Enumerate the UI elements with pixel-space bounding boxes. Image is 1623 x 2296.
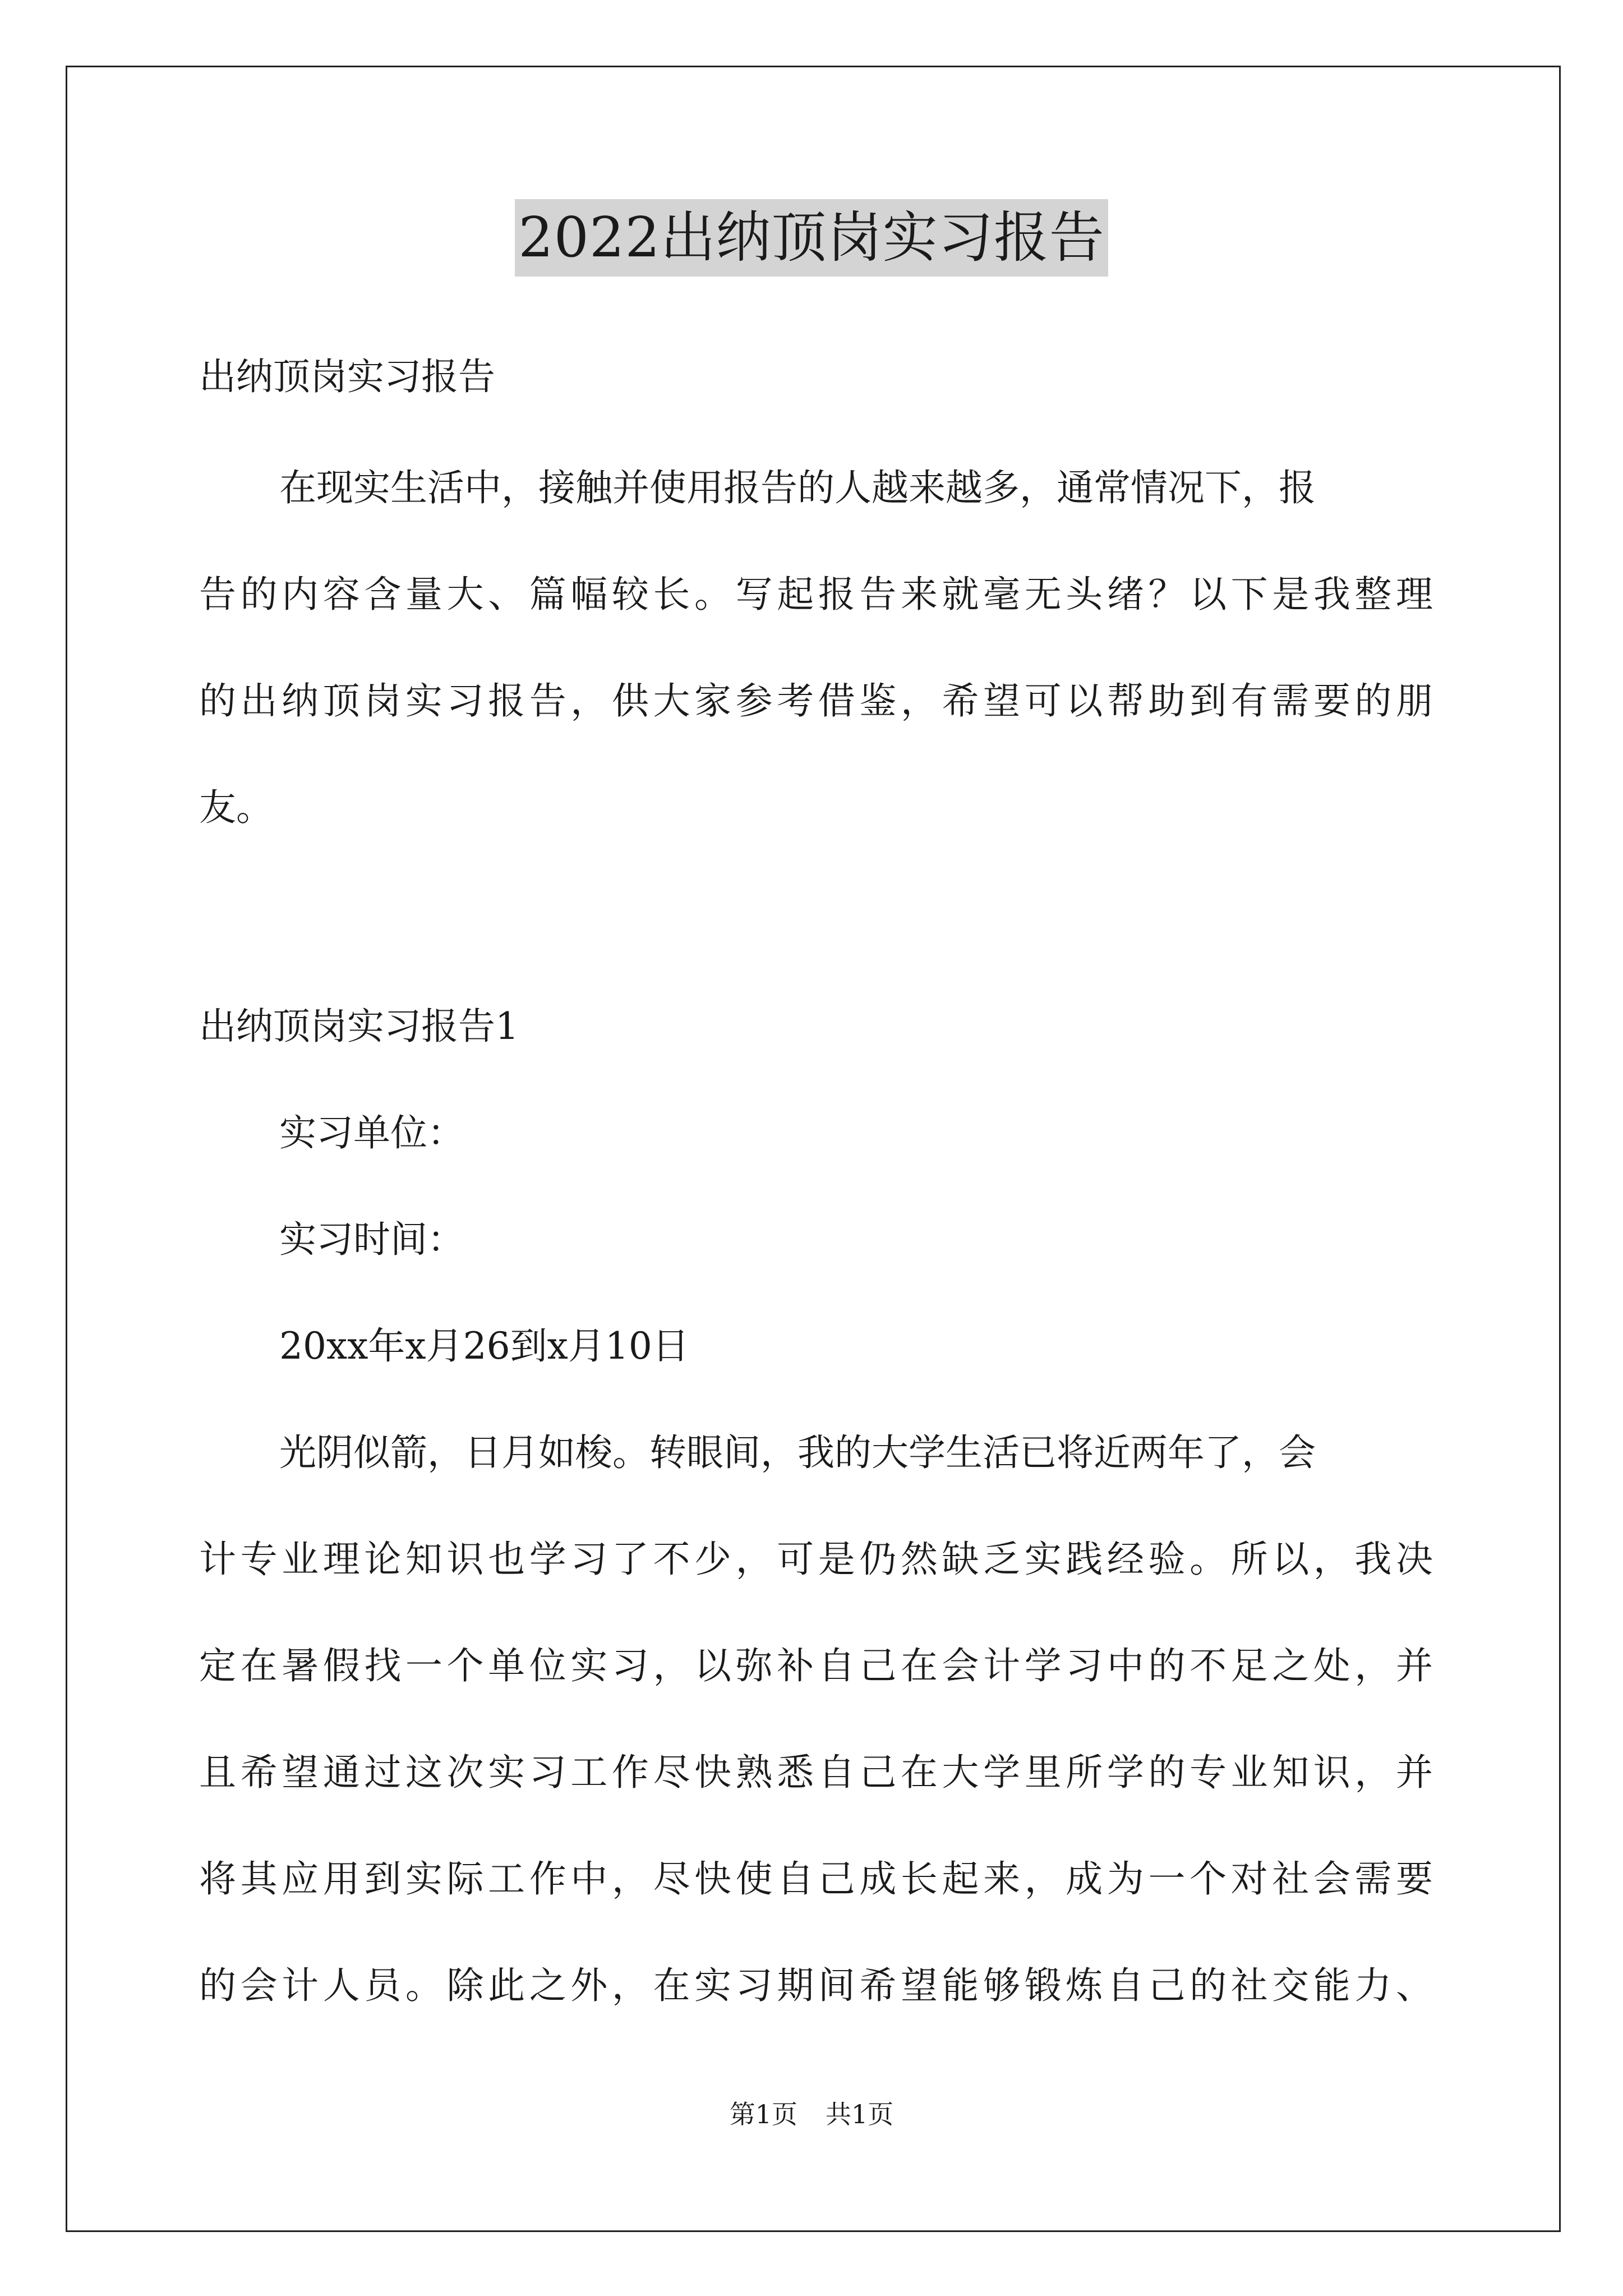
section-heading: 出纳顶岗实习报告 <box>199 355 495 398</box>
body-line: 且希望通过这次实习工作尽快熟悉自己在大学里所学的专业知识，并 <box>199 1751 1433 1794</box>
body-line: 告的内容含量大、篇幅较长。写起报告来就毫无头绪？以下是我整理 <box>199 573 1433 616</box>
body-line: 20xx年x月26到x月10日 <box>279 1324 689 1368</box>
body-line: 实习单位： <box>279 1111 464 1154</box>
body-line: 的会计人员。除此之外，在实习期间希望能够锻炼自己的社交能力、 <box>199 1964 1433 2007</box>
body-line: 实习时间： <box>279 1218 464 1261</box>
body-line: 友。 <box>199 786 273 829</box>
body-line: 光阴似箭，日月如梭。转眼间，我的大学生活已将近两年了，会 <box>279 1431 1316 1474</box>
body-line: 计专业理论知识也学习了不少，可是仍然缺乏实践经验。所以，我决 <box>199 1538 1433 1581</box>
page-total: 共1页 <box>826 2099 894 2129</box>
section-heading: 出纳顶岗实习报告1 <box>199 1005 519 1048</box>
document-title: 2022出纳顶岗实习报告 <box>515 199 1108 277</box>
body-line: 将其应用到实际工作中，尽快使自己成长起来，成为一个对社会需要 <box>199 1857 1433 1901</box>
page-footer <box>0 2097 1623 2131</box>
title-container <box>0 199 1623 277</box>
page-number: 第1页 <box>729 2099 797 2129</box>
body-line: 定在暑假找一个单位实习，以弥补自己在会计学习中的不足之处，并 <box>199 1644 1433 1687</box>
body-line: 在现实生活中，接触并使用报告的人越来越多，通常情况下，报 <box>279 466 1316 509</box>
body-line: 的出纳顶岗实习报告，供大家参考借鉴，希望可以帮助到有需要的朋 <box>199 679 1433 723</box>
